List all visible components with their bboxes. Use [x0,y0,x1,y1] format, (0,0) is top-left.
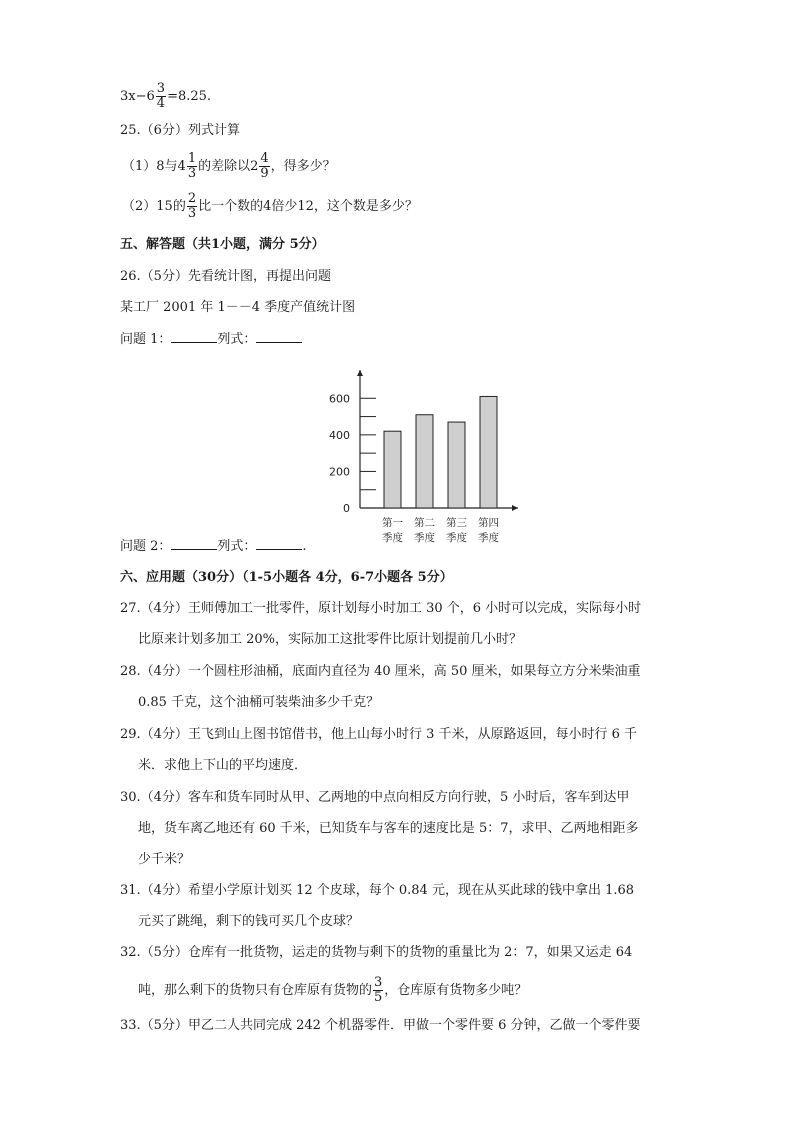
section-6-heading: 六、应用题（30分）（1-5小题各 4分，6-7小题各 5分） [120,570,453,585]
question-27-line-1: 27.（4分）王师傅加工一批零件，原计划每小时加工 30 个，6 小时可以完成，实际每小时 [120,601,642,616]
x-tick-label: 第一 [382,517,403,529]
question-28-line-1: 28.（4分）一个圆柱形油桶，底面内直径为 40 厘米，高 50 厘米，如果每立方分米柴油重 [120,664,641,679]
question-26-title: 26.（5分）先看统计图，再提出问题 [120,269,331,284]
x-tick-label: 第四 [478,517,499,529]
question-26-line-1: 问题 1： 列式： [120,330,302,349]
question-25-title: 25.（6分）列式计算 [120,123,240,138]
answer-blank[interactable] [256,537,302,550]
bar [448,422,465,508]
section-5-heading: 五、解答题（共1小题，满分 5分） [120,237,325,252]
x-axis-arrow [512,505,518,511]
equation-text: 3x−6 [120,89,155,104]
y-axis-arrow [357,370,363,376]
fraction: $\frac{2}{3}$ [187,191,197,221]
x-tick-label: 季度 [478,532,499,544]
question-32-line-1: 32.（5分）仓库有一批货物，运走的货物与剩下的货物的重量比为 2：7，如果又运走 64 [120,945,633,960]
y-tick-label: 0 [343,502,350,515]
x-tick-label: 第三 [446,517,467,529]
x-tick-label: 第二 [414,517,435,529]
bar [480,396,497,508]
bar [384,431,401,508]
chart-caption: 某工厂 2001 年 1－－4 季度产值统计图 [120,300,356,315]
bar [416,415,433,508]
y-tick-label: 200 [329,465,350,479]
answer-blank[interactable] [171,330,217,343]
fraction: $\frac{3}{5}$ [374,975,383,1005]
question-28-line-2: 0.85 千克，这个油桶可装柴油多少千克？ [138,695,380,710]
question-32-line-2: 吨，那么剩下的货物只有仓库原有货物的 $\frac{3}{5}$ ，仓库原有货物多少吨？ [138,975,528,1005]
answer-blank[interactable] [256,330,302,343]
question-31-line-2: 元买了跳绳，剩下的钱可买几个皮球？ [138,914,360,929]
question-27-line-2: 比原来计划多加工 20%，实际加工这批零件比原计划提前几小时？ [138,632,523,647]
question-29-line-2: 米．求他上下山的平均速度． [138,758,308,773]
x-tick-label: 季度 [446,532,467,544]
question-33-line-1: 33.（5分）甲乙二人共同完成 242 个机器零件．甲做一个零件要 6 分钟，乙做一个零件要 [120,1018,641,1033]
question-31-line-1: 31.（4分）希望小学原计划买 12 个皮球，每个 0.84 元，现在从买此球的钱中拿出 1.68 [120,883,635,898]
fraction: $\frac{4}{9}$ [260,151,269,181]
fraction: $\frac{3}{4}$ [156,81,166,111]
answer-blank[interactable] [171,537,217,550]
y-tick-label: 400 [329,428,350,442]
question-25-part-1: （1）8与4 $\frac{1}{3}$ 的差除以2 $\frac{4}{9}$ ，得多少？ [122,151,336,181]
bar-chart [320,362,530,552]
equation-text: =8.25. [167,89,212,104]
y-tick-label: 600 [329,392,350,406]
question-25-part-2: （2）15的 $\frac{2}{3}$ 比一个数的4倍少12，这个数是多少？ [122,191,418,221]
question-30-line-1: 30.（4分）客车和货车同时从甲、乙两地的中点向相反方向行驶，5 小时后，客车到达甲 [120,790,630,805]
equation-line [120,82,211,111]
question-30-line-3: 少千米？ [138,852,191,867]
x-tick-label: 季度 [382,532,403,544]
question-30-line-2: 地，货车离乙地还有 60 千米，已知货车与客车的速度比是 5：7，求甲、乙两地相距多 [138,821,639,836]
question-29-line-1: 29.（4分）王飞到山上图书馆借书，他上山每小时行 3 千米，从原路返回，每小时行 6 千 [120,727,638,742]
question-26-line-2: 问题 2： 列式： . [120,539,307,554]
x-tick-label: 季度 [414,532,435,544]
fraction: $\frac{1}{3}$ [187,151,197,181]
